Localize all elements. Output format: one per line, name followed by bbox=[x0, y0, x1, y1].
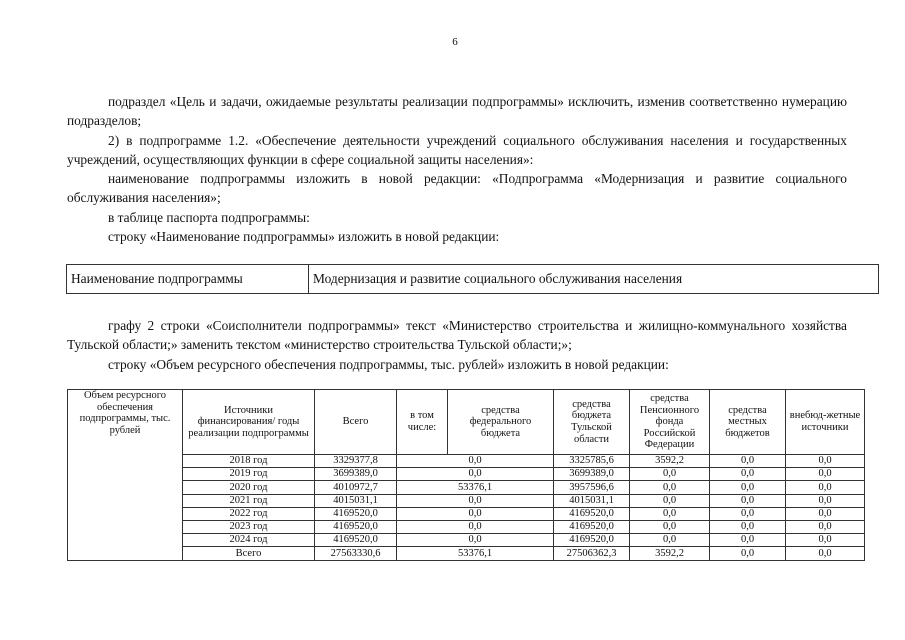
table-cell: 4169520,0 bbox=[315, 520, 397, 533]
paragraph: наименование подпрограммы изложить в новой редакции: «Подпрограмма «Модернизация и развитие социального обслуживания населения»; bbox=[67, 171, 847, 206]
table-cell: 2022 год bbox=[183, 507, 315, 520]
table-cell-value: Модернизация и развитие социального обслуживания населения bbox=[309, 265, 879, 294]
table-cell: Всего bbox=[183, 547, 315, 560]
subprogram-name-table bbox=[66, 264, 879, 294]
table-cell: 0,0 bbox=[786, 520, 865, 533]
table-row bbox=[68, 520, 865, 533]
table-cell: 0,0 bbox=[786, 547, 865, 560]
paragraph: строку «Объем ресурсного обеспечения подпрограммы, тыс. рублей» изложить в новой редакции: bbox=[108, 356, 669, 372]
header-cell: Всего bbox=[315, 390, 397, 455]
table-cell: 2018 год bbox=[183, 455, 315, 468]
table-cell-label: Наименование подпрограммы bbox=[67, 265, 309, 294]
table-cell: 0,0 bbox=[710, 468, 786, 481]
table-cell: 0,0 bbox=[710, 455, 786, 468]
table-cell: 27506362,3 bbox=[554, 547, 630, 560]
table-cell: 2024 год bbox=[183, 534, 315, 547]
table-cell: 3325785,6 bbox=[554, 455, 630, 468]
paragraph: 2) в подпрограмме 1.2. «Обеспечение деятельности учреждений социального обслуживания населения и государственных учреждений, осуществляющих функции в сфере социальной защиты населения»: bbox=[67, 132, 847, 167]
table-cell: 0,0 bbox=[630, 494, 710, 507]
table-cell: 0,0 bbox=[397, 507, 554, 520]
table-cell: 0,0 bbox=[786, 534, 865, 547]
table-cell: 2023 год bbox=[183, 520, 315, 533]
table-cell: 0,0 bbox=[397, 468, 554, 481]
table-cell: 0,0 bbox=[710, 481, 786, 494]
table-cell: 0,0 bbox=[630, 468, 710, 481]
table-cell: 2020 год bbox=[183, 481, 315, 494]
table-cell: 0,0 bbox=[630, 507, 710, 520]
table-header-row bbox=[68, 390, 865, 455]
table-cell: 0,0 bbox=[710, 494, 786, 507]
table-cell: 0,0 bbox=[630, 520, 710, 533]
table-cell: 0,0 bbox=[786, 494, 865, 507]
table-cell: 0,0 bbox=[397, 494, 554, 507]
table-cell: 53376,1 bbox=[397, 547, 554, 560]
table-cell: 0,0 bbox=[786, 481, 865, 494]
table-cell: 0,0 bbox=[397, 520, 554, 533]
page-number: 6 bbox=[452, 36, 458, 48]
paragraph: графу 2 строки «Соисполнители подпрограммы» текст «Министерство строительства и жилищно-коммунального хозяйства Тульской области;» заменить текстом «министерство строительства Тульской области;»; bbox=[67, 318, 847, 353]
table-cell: 0,0 bbox=[710, 520, 786, 533]
table-cell: 0,0 bbox=[710, 547, 786, 560]
table-row bbox=[68, 534, 865, 547]
table-cell: 53376,1 bbox=[397, 481, 554, 494]
table-cell: 27563330,6 bbox=[315, 547, 397, 560]
paragraph: в таблице паспорта подпрограммы: bbox=[108, 209, 310, 225]
table-row bbox=[68, 481, 865, 494]
header-cell: внебюд-жетные источники bbox=[786, 390, 865, 455]
table-cell: 3592,2 bbox=[630, 455, 710, 468]
table-row bbox=[68, 507, 865, 520]
header-cell: средства бюджета Тульской области bbox=[554, 390, 630, 455]
table-cell: 4015031,1 bbox=[554, 494, 630, 507]
table-cell: 3699389,0 bbox=[315, 468, 397, 481]
table-cell: 2019 год bbox=[183, 468, 315, 481]
table-row bbox=[68, 455, 865, 468]
table-cell: 4169520,0 bbox=[554, 520, 630, 533]
table-cell: 3329377,8 bbox=[315, 455, 397, 468]
table-cell: 0,0 bbox=[630, 534, 710, 547]
table-cell: 3957596,6 bbox=[554, 481, 630, 494]
table-row bbox=[68, 468, 865, 481]
table-row bbox=[68, 494, 865, 507]
body-text-block-2 bbox=[67, 316, 847, 374]
table-cell: 2021 год bbox=[183, 494, 315, 507]
table-row bbox=[68, 547, 865, 560]
paragraph: подраздел «Цель и задачи, ожидаемые результаты реализации подпрограммы» исключить, изменив соответственно нумерацию подразделов; bbox=[67, 94, 847, 129]
table-cell: 0,0 bbox=[630, 481, 710, 494]
row-label-cell: Объем ресурсного обеспечения подпрограммы, тыс. рублей bbox=[68, 390, 183, 561]
header-cell: в том числе: bbox=[397, 390, 448, 455]
table-cell: 4010972,7 bbox=[315, 481, 397, 494]
table-cell: 4169520,0 bbox=[554, 534, 630, 547]
table-cell: 4169520,0 bbox=[315, 507, 397, 520]
header-cell: средства местных бюджетов bbox=[710, 390, 786, 455]
body-text-block-1 bbox=[67, 92, 847, 246]
paragraph: строку «Наименование подпрограммы» изложить в новой редакции: bbox=[108, 229, 500, 245]
table-cell: 4015031,1 bbox=[315, 494, 397, 507]
table-cell: 0,0 bbox=[710, 534, 786, 547]
table-cell: 0,0 bbox=[710, 507, 786, 520]
header-cell: Источники финансирования/ годы реализации подпрограммы bbox=[183, 390, 315, 455]
table-cell: 0,0 bbox=[397, 534, 554, 547]
table-cell: 4169520,0 bbox=[554, 507, 630, 520]
table-cell: 0,0 bbox=[397, 455, 554, 468]
table-cell: 3592,2 bbox=[630, 547, 710, 560]
header-cell: средства Пенсионного фонда Российской Федерации bbox=[630, 390, 710, 455]
table-cell: 0,0 bbox=[786, 507, 865, 520]
header-cell: средства федерального бюджета bbox=[448, 390, 554, 455]
table-cell: 0,0 bbox=[786, 455, 865, 468]
table-row bbox=[67, 265, 879, 294]
table-cell: 3699389,0 bbox=[554, 468, 630, 481]
resource-table bbox=[67, 389, 865, 561]
table-cell: 0,0 bbox=[786, 468, 865, 481]
table-cell: 4169520,0 bbox=[315, 534, 397, 547]
